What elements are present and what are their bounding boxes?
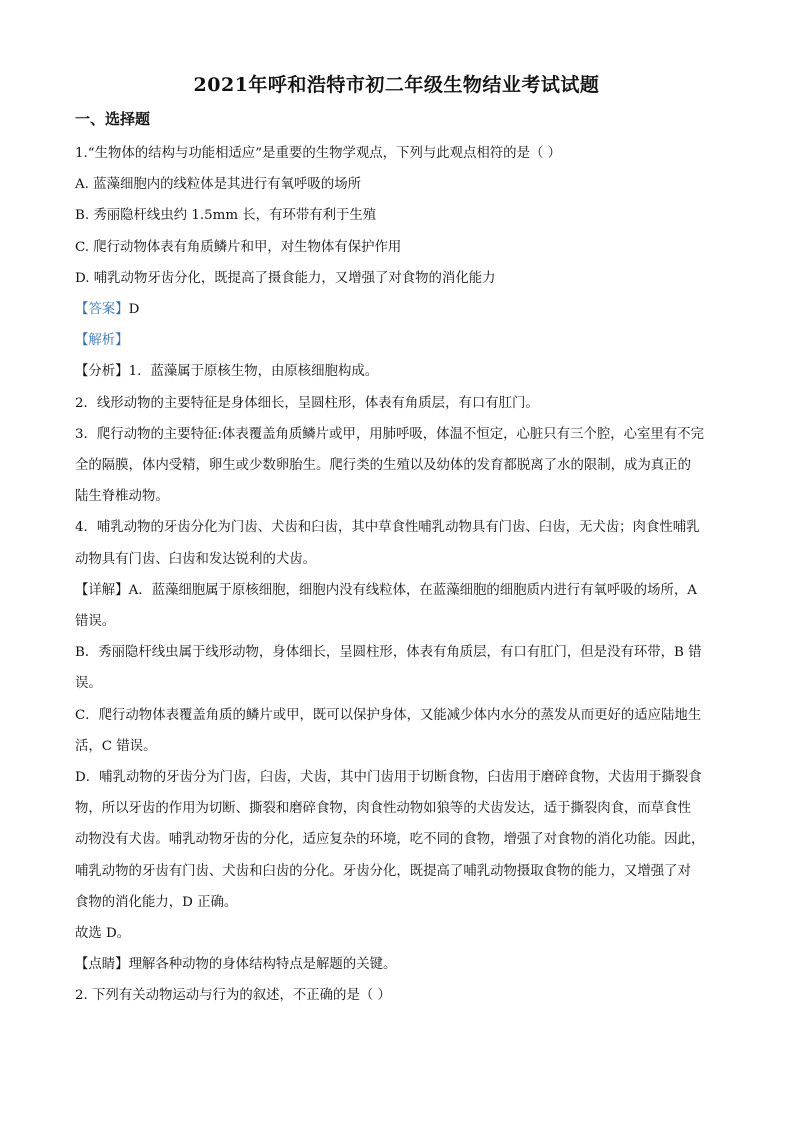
option-a: A. 蓝藻细胞内的线粒体是其进行有氧呼吸的场所 [75, 177, 361, 193]
analysis-label: 【解析】 [75, 333, 129, 349]
detail-line-b1: B．秀丽隐杆线虫属于线形动物，身体细长，呈圆柱形，体表有角质层，有口有肛门，但是没有环带，B 错 [75, 645, 702, 661]
detail-line-d4: 哺乳动物的牙齿有门齿、犬齿和臼齿的分化。牙齿分化，既提高了哺乳动物摄取食物的能力，又增强了对 [75, 863, 691, 879]
detail-line-b2: 误。 [75, 676, 102, 692]
detail-line-a1 [75, 575, 725, 606]
question-content [75, 138, 725, 1012]
detail-line-d3: 动物没有犬齿。哺乳动物牙齿的分化，适应复杂的环境，吃不同的食物，增强了对食物的消化功能。因此， [75, 832, 705, 848]
fenxi-line-3b: 全的隔膜，体内受精，卵生或少数卵胎生。爬行类的生殖以及幼体的发育都脱离了水的限制，成为真正的 [75, 458, 691, 474]
fenxi-line-3c: 陆生脊椎动物。 [75, 489, 169, 505]
conclusion-line: 故选 D。 [75, 926, 131, 942]
detail-label: 【详解】 [75, 582, 129, 598]
detail-line-d1: D．哺乳动物的牙齿分为门齿，臼齿，犬齿，其中门齿用于切断食物，臼齿用于磨碎食物，犬齿用于撕裂食 [75, 770, 702, 786]
analysis-line [75, 325, 725, 356]
option-b: B. 秀丽隐杆线虫约 1.5mm 长，有环带有利于生殖 [75, 208, 377, 224]
detail-line-c2: 活，C 错误。 [75, 738, 157, 754]
section-heading: 一、选择题 [75, 110, 151, 128]
fenxi-line-4b: 动物具有门齿、臼齿和发达锐利的犬齿。 [75, 551, 317, 567]
answer-label: 【答案】 [75, 302, 129, 318]
fenxi-line-2: 2．线形动物的主要特征是身体细长，呈圆柱形，体表有角质层，有口有肛门。 [75, 395, 539, 411]
page-title: 2021年呼和浩特市初二年级生物结业考试试题 [193, 74, 600, 96]
dianjing-text: 理解各种动物的身体结构特点是解题的关键。 [128, 957, 397, 973]
question-2-stem: 2. 下列有关动物运动与行为的叙述，不正确的是（ ） [75, 988, 391, 1004]
fenxi-line-4a: 4．哺乳动物的牙齿分化为门齿、犬齿和臼齿，其中草食性哺乳动物具有门齿、臼齿，无犬齿；肉食性哺乳 [75, 520, 700, 536]
fenxi-label: 【分析】 [75, 364, 129, 380]
detail-line-c1: C．爬行动物体表覆盖角质的鳞片或甲，既可以保护身体，又能减少体内水分的蒸发从而更好的适应陆地生 [75, 707, 702, 723]
detail-line-d5: 食物的消化能力，D 正确。 [75, 894, 238, 910]
question-1-stem: 1.“生物体的结构与功能相适应”是重要的生物学观点，下列与此观点相符的是（ ） [75, 146, 562, 161]
answer-value: D [128, 302, 140, 318]
fenxi-line-3a: 3．爬行动物的主要特征:体表覆盖角质鳞片或甲，用肺呼吸，体温不恒定，心脏只有三个腔，心室里有不完 [75, 426, 704, 442]
option-d: D. 哺乳动物牙齿分化，既提高了摄食能力，又增强了对食物的消化能力 [75, 270, 496, 286]
detail-text-a1: A．蓝藻细胞属于原核细胞，细胞内没有线粒体，在蓝藻细胞的细胞质内进行有氧呼吸的场所，A [128, 582, 697, 598]
detail-line-a2: 错误。 [75, 614, 116, 630]
fenxi-text-1: 1．蓝藻属于原核生物，由原核细胞构成。 [128, 364, 379, 380]
dianjing-line [75, 949, 725, 980]
fenxi-line-1 [75, 356, 725, 387]
option-c: C. 爬行动物体表有角质鳞片和甲，对生物体有保护作用 [75, 239, 402, 255]
dianjing-label: 【点睛】 [75, 957, 129, 973]
detail-line-d2: 物，所以牙齿的作用为切断、撕裂和磨碎食物，肉食性动物如狼等的犬齿发达，适于撕裂肉食，而草食性 [75, 801, 691, 817]
answer-line [75, 294, 725, 325]
